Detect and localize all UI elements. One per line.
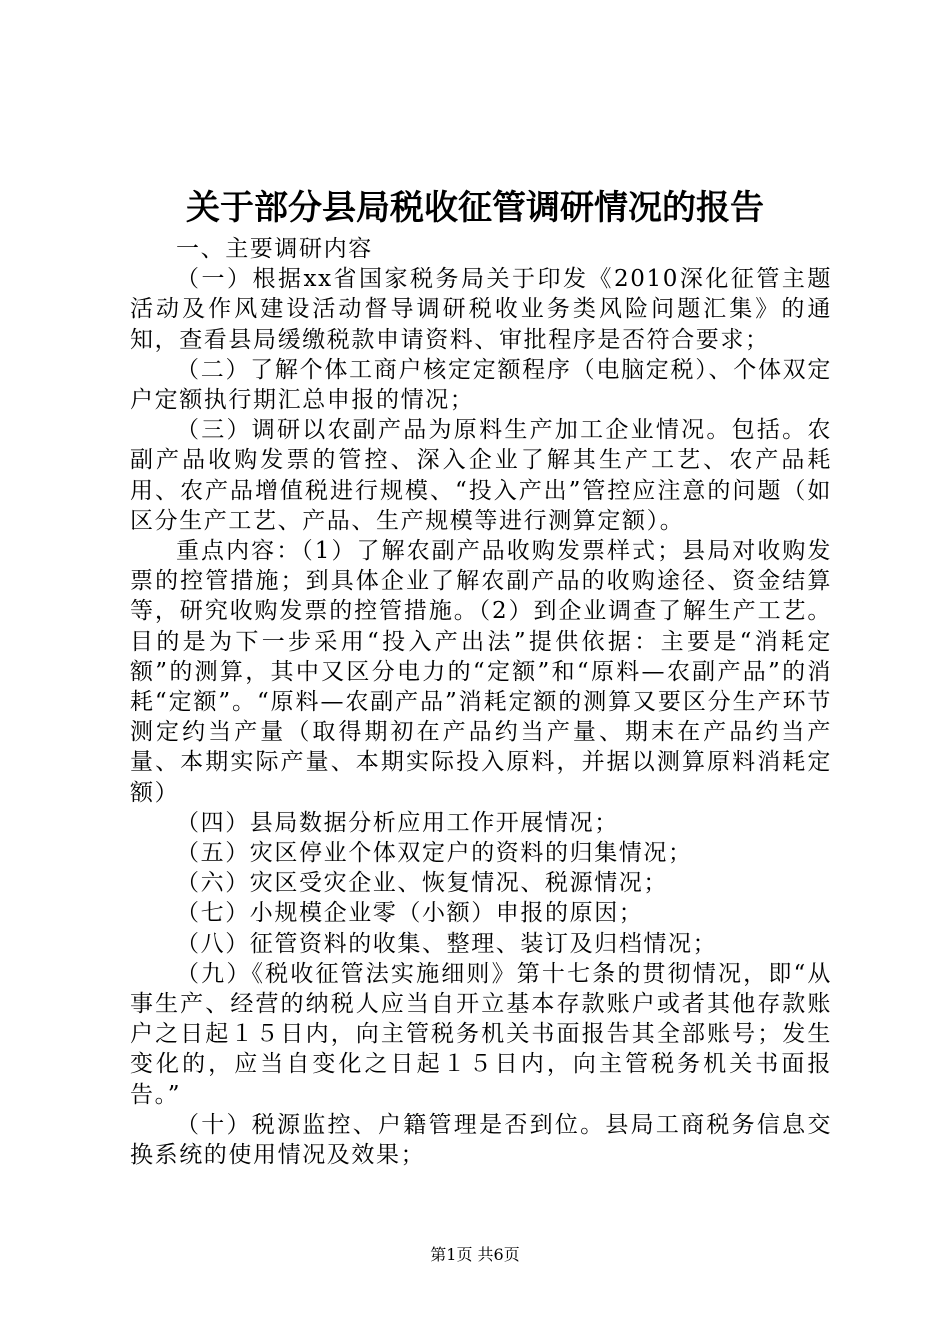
paragraph: （七）小规模企业零（小额）申报的原因； (176, 900, 644, 927)
paragraph: （四）县局数据分析应用工作开展情况； (176, 809, 619, 836)
document-title: 关于部分县局税收征管调研情况的报告 (186, 188, 764, 228)
paragraph: （八）征管资料的收集、整理、装订及归档情况； (176, 930, 718, 957)
page-footer: 第1页 共6页 (430, 1245, 520, 1264)
paragraph: （二）了解个体工商户核定定额程序（电脑定税）、个体双定户定额执行期汇总申报的情况； (130, 356, 832, 414)
paragraph: 重点内容：（1）了解农副产品收购发票样式；县局对收购发票的控管措施；到具体企业了解农副产品的收购途径、资金结算等，研究收购发票的控管措施。（2）到企业调查了解生产工艺。目的是为下一步采用“投入产出法”提供依据：主要是“消耗定额”的测算，其中又区分电力的“定额”和“原料—农副产品”的消耗“定额”。“原料—农副产品”消耗定额的测算又要区分生产环节测定约当产量（取得期初在产品约当产量、期末在产品约当产量、本期实际产量、本期实际投入原料，并据以测算原料消耗定额） (130, 538, 832, 806)
section-heading: 一、主要调研内容 (176, 236, 373, 262)
paragraph: （五）灾区停业个体双定户的资料的归集情况； (176, 840, 693, 867)
paragraph: （一）根据xx省国家税务局关于印发《2010深化征管主题活动及作风建设活动督导调研税收业务类风险问题汇集》的通知，查看县局缓缴税款申请资料、审批程序是否符合要求； (130, 266, 832, 353)
paragraph: （三）调研以农副产品为原料生产加工企业情况。包括。农副产品收购发票的管控、深入企业了解其生产工艺、农产品耗用、农产品增值税进行规模、“投入产出”管控应注意的问题（如区分生产工艺、产品、生产规模等进行测算定额）。 (130, 417, 832, 534)
paragraph: （六）灾区受灾企业、恢复情况、税源情况； (176, 870, 668, 897)
document-body (130, 234, 832, 1170)
paragraph: （十）税源监控、户籍管理是否到位。县局工商税务信息交换系统的使用情况及效果； (130, 1111, 832, 1169)
paragraph: （九）《税收征管法实施细则》第十七条的贯彻情况，即“从事生产、经营的纳税人应当自开立基本存款账户或者其他存款账户之日起１５日内，向主管税务机关书面报告其全部账号；发生变化的，应当自变化之日起１５日内，向主管税务机关书面报告。” (130, 960, 832, 1108)
